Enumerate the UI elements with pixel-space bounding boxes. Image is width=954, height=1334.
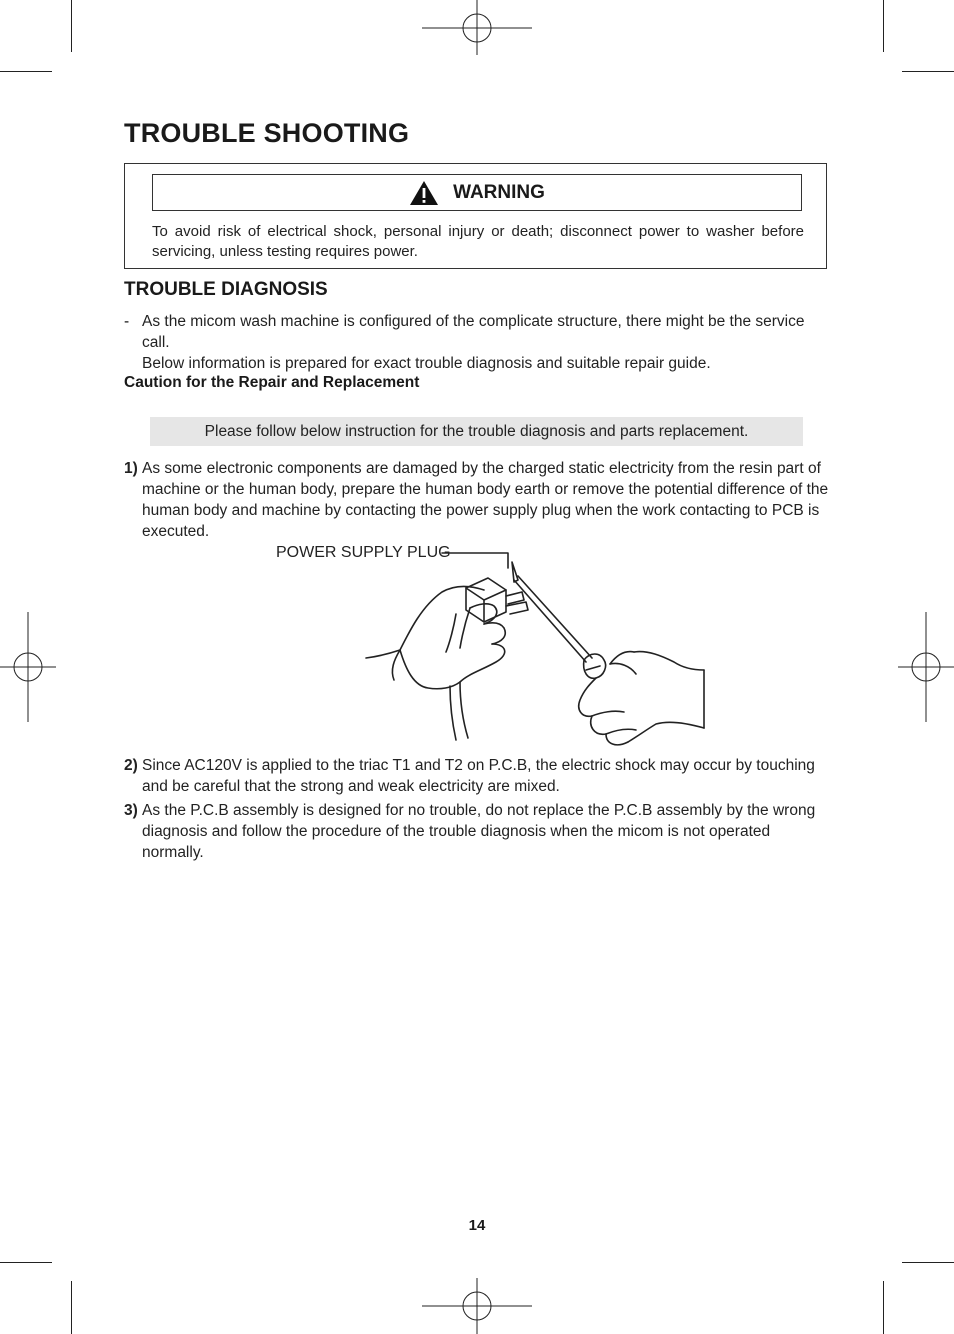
intro-paragraph: Below information is prepared for exact trouble diagnosis and suitable repair guide. (142, 355, 711, 372)
crop-mark (883, 0, 884, 52)
instruction-note: Please follow below instruction for the trouble diagnosis and parts replacement. (150, 417, 803, 446)
item-text: As the P.C.B assembly is designed for no trouble, do not replace the P.C.B assembly by the wrong diagnosis and follow the procedure of the trouble diagnosis when the micom is not operated normally. (142, 802, 816, 861)
registration-mark-icon (422, 0, 532, 56)
item-text: Since AC120V is applied to the triac T1 and T2 on P.C.B, the electric shock may occur by touching and be careful that the strong and weak electricity are mixed. (142, 757, 815, 795)
figure-label: POWER SUPPLY PLUG (276, 544, 451, 561)
power-supply-plug-figure (270, 540, 750, 750)
crop-mark (0, 1262, 52, 1263)
registration-mark-icon (422, 1278, 532, 1334)
crop-mark (71, 0, 72, 52)
warning-triangle-icon (409, 180, 439, 206)
hand-holding-plug-illustration (366, 578, 528, 740)
figure-illustration (270, 540, 750, 750)
warning-header (152, 174, 802, 211)
registration-mark-icon (0, 612, 56, 722)
crop-mark (0, 71, 52, 72)
crop-mark (883, 1281, 884, 1334)
item-number: 1) (124, 460, 138, 477)
intro-paragraph: As the micom wash machine is configured of the complicate structure, there might be the service call. (142, 313, 805, 351)
warning-box (124, 163, 827, 269)
registration-mark-icon (898, 612, 954, 722)
hand-holding-screwdriver-illustration (579, 652, 704, 745)
intro-text (142, 311, 822, 374)
crop-mark (902, 1262, 954, 1263)
crop-mark (902, 71, 954, 72)
section-title: TROUBLE DIAGNOSIS (124, 279, 328, 300)
crop-mark (71, 1281, 72, 1334)
screwdriver-illustration (512, 562, 606, 678)
caution-title: Caution for the Repair and Replacement (124, 374, 420, 391)
page-title: TROUBLE SHOOTING (124, 118, 410, 148)
item-text: As some electronic components are damaged by the charged static electricity from the resin part of machine or the human body, prepare the human body earth or remove the potential difference of the human body and machine by contacting the power supply plug when the work contacting to PCB is executed. (142, 460, 829, 540)
bullet-marker: - (124, 313, 130, 330)
warning-label: WARNING (453, 181, 545, 203)
item-number: 2) (124, 757, 138, 774)
item-number: 3) (124, 802, 138, 819)
warning-text: To avoid risk of electrical shock, personal injury or death; disconnect power to washer before servicing, unless testing requires power. (152, 223, 804, 260)
page-number: 14 (468, 1217, 486, 1234)
